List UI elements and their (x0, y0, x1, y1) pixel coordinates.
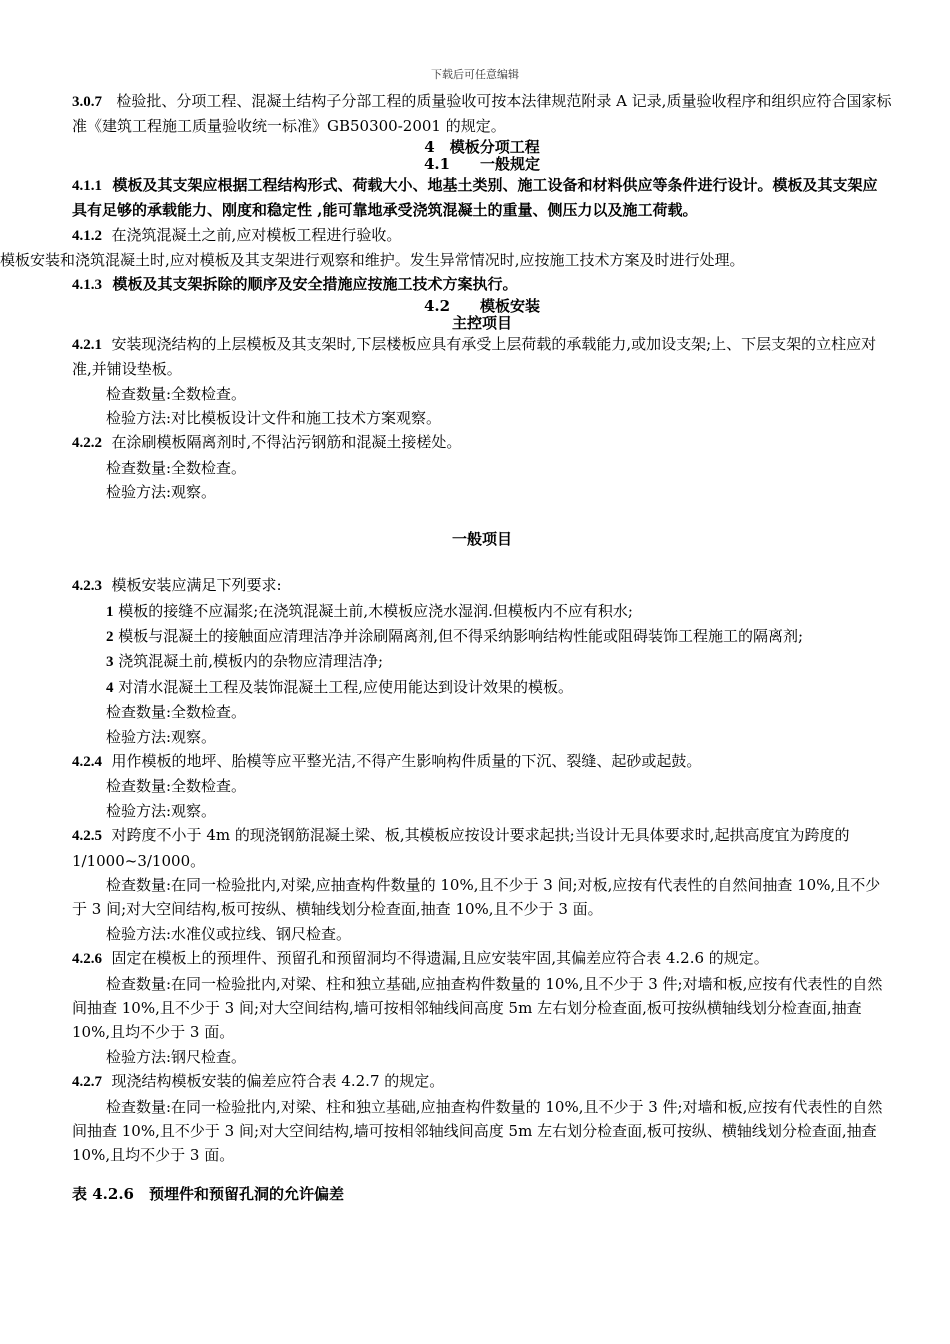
list-item (72, 624, 892, 649)
clause-text: 检验批、分项工程、混凝土结构子分部工程的质量验收可按本法律规范附录 A 记录,质量验收程序和组织应符合国家标准《建筑工程施工质量验收统一标准》GB50300-2001 的规定。 (72, 92, 892, 136)
clause-number: 4.2.1 (72, 336, 102, 353)
item-text: 对清水混凝土工程及装饰混凝土工程,应使用能达到设计效果的模板。 (118, 677, 574, 696)
inspection-quantity: 检查数量:全数检查。 (106, 777, 247, 796)
clause-text: 在浇筑混凝土之前,应对模板工程进行验收。 (111, 225, 402, 244)
table-title: 表 4.2.6 预埋件和预留孔洞的允许偏差 (72, 1184, 344, 1203)
clause-4-1-2-continued: 模板安装和浇筑混凝土时,应对模板及其支架进行观察和维护。发生异常情况时,应按施工技术方案及时进行处理。 (0, 251, 745, 270)
inspection-method: 检验方法:水准仪或拉线、钢尺检查。 (106, 924, 352, 943)
clause-4-2-5 (72, 823, 892, 873)
clause-number: 4.2.6 (72, 951, 102, 968)
section-title-4-1: 4.1 一般规定 (423, 154, 541, 173)
inspection-method: 检验方法:观察。 (106, 483, 217, 502)
section-title-4-2: 4.2 模板安装 (423, 296, 541, 315)
clause-number: 4.2.7 (72, 1074, 102, 1091)
chapter-title: 4 模板分项工程 (424, 137, 540, 156)
clause-4-2-6 (72, 946, 892, 971)
item-number: 4 (106, 679, 114, 696)
inspection-quantity: 检查数量:全数检查。 (106, 703, 247, 722)
list-item (72, 675, 892, 700)
clause-text: 模板及其支架拆除的顺序及安全措施应按施工技术方案执行。 (112, 275, 518, 294)
list-item (72, 649, 892, 674)
clause-text: 现浇结构模板安装的偏差应符合表 4.2.7 的规定。 (111, 1072, 445, 1091)
inspection-method: 检验方法:钢尺检查。 (106, 1047, 247, 1066)
inspection-quantity: 检查数量:全数检查。 (106, 458, 247, 477)
clause-3-0-7 (72, 89, 892, 139)
clause-number: 4.1.3 (72, 277, 102, 294)
clause-number: 4.2.5 (72, 828, 102, 845)
list-item (72, 599, 892, 624)
clause-text: 在涂刷模板隔离剂时,不得沾污钢筋和混凝土接槎处。 (111, 433, 462, 452)
inspection-method: 检验方法:观察。 (106, 727, 217, 746)
clause-4-2-1 (72, 332, 892, 382)
subheading-general-items: 一般项目 (451, 529, 512, 548)
clause-4-2-7 (72, 1069, 892, 1094)
clause-4-2-3 (72, 573, 892, 598)
clause-text: 固定在模板上的预埋件、预留孔和预留洞均不得遗漏,且应安装牢固,其偏差应符合表 4.2.6 的规定。 (111, 949, 769, 968)
clause-text: 用作模板的地坪、胎模等应平整光洁,不得产生影响构件质量的下沉、裂缝、起砂或起鼓。 (111, 751, 702, 770)
clause-number: 4.1.1 (72, 177, 102, 194)
clause-text: 模板及其支架应根据工程结构形式、荷载大小、地基土类别、施工设备和材料供应等条件进行设计。模板及其支架应具有足够的承载能力、刚度和稳定性 ,能可靠地承受浇筑混凝土的重量、侧压力以及施工荷载。 (72, 175, 878, 220)
clause-4-1-2 (72, 223, 892, 248)
inspection-quantity: 检查数量:在同一检验批内,对梁、柱和独立基础,应抽查构件数量的 10%,且不少于 3 件;对墙和板,应按有代表性的自然间抽查 10%,且不少于 3 间;对大空间结构,墙可按相邻轴线间高度 5m 左右划分检查面,板可按纵横轴线划分检查面,抽查 10%,且均不少于 3 面。 (72, 974, 883, 1042)
item-number: 3 (106, 654, 114, 671)
clause-text: 安装现浇结构的上层模板及其支架时,下层楼板应具有承受上层荷载的承载能力,或加设支架;上、下层支架的立柱应对准,并铺设垫板。 (72, 334, 877, 379)
clause-number: 4.2.3 (72, 578, 102, 595)
clause-number: 4.2.4 (72, 753, 102, 770)
document-body (0, 89, 892, 1206)
page-header: 下载后可任意编辑 (431, 68, 519, 81)
inspection-quantity: 检查数量:在同一检验批内,对梁、柱和独立基础,应抽查构件数量的 10%,且不少于 3 件;对墙和板,应按有代表性的自然间抽查 10%,且不少于 3 间;对大空间结构,墙可按相邻轴线间高度 5m 左右划分检查面,板可按纵、横轴线划分检查面,抽查 10%,且均不少于 3 面。 (72, 1097, 883, 1165)
clause-4-1-1 (72, 173, 892, 223)
clause-number: 4.2.2 (72, 435, 102, 452)
inspection-method: 检验方法:观察。 (106, 801, 217, 820)
clause-number: 3.0.7 (72, 94, 102, 110)
inspection-quantity: 检查数量:全数检查。 (106, 384, 247, 403)
item-text: 模板的接缝不应漏浆;在浇筑混凝土前,木模板应浇水湿润.但模板内不应有积水; (118, 601, 633, 620)
item-text: 浇筑混凝土前,模板内的杂物应清理洁净; (118, 652, 384, 671)
inspection-quantity: 检查数量:在同一检验批内,对梁,应抽查构件数量的 10%,且不少于 3 间;对板,应按有代表性的自然间抽查 10%,且不少于 3 间;对大空间结构,板可按纵、横轴线划分检查面,抽查 10%,且不少于 3 面。 (72, 875, 881, 919)
clause-text: 对跨度不小于 4m 的现浇钢筋混凝土梁、板,其模板应按设计要求起拱;当设计无具体要求时,起拱高度宜为跨度的 1/1000~3/1000。 (72, 826, 850, 870)
subheading-main-items: 主控项目 (451, 313, 512, 332)
clause-number: 4.1.2 (72, 227, 102, 244)
clause-text: 模板安装应满足下列要求: (111, 576, 282, 595)
clause-4-2-2 (72, 430, 892, 455)
clause-4-1-3 (72, 272, 892, 297)
item-number: 2 (106, 628, 114, 645)
clause-4-2-4 (72, 749, 892, 774)
item-number: 1 (106, 603, 114, 620)
item-text: 模板与混凝土的接触面应清理洁净并涂刷隔离剂,但不得采纳影响结构性能或阻碍装饰工程施工的隔离剂; (118, 626, 804, 645)
inspection-method: 检验方法:对比模板设计文件和施工技术方案观察。 (106, 409, 442, 428)
